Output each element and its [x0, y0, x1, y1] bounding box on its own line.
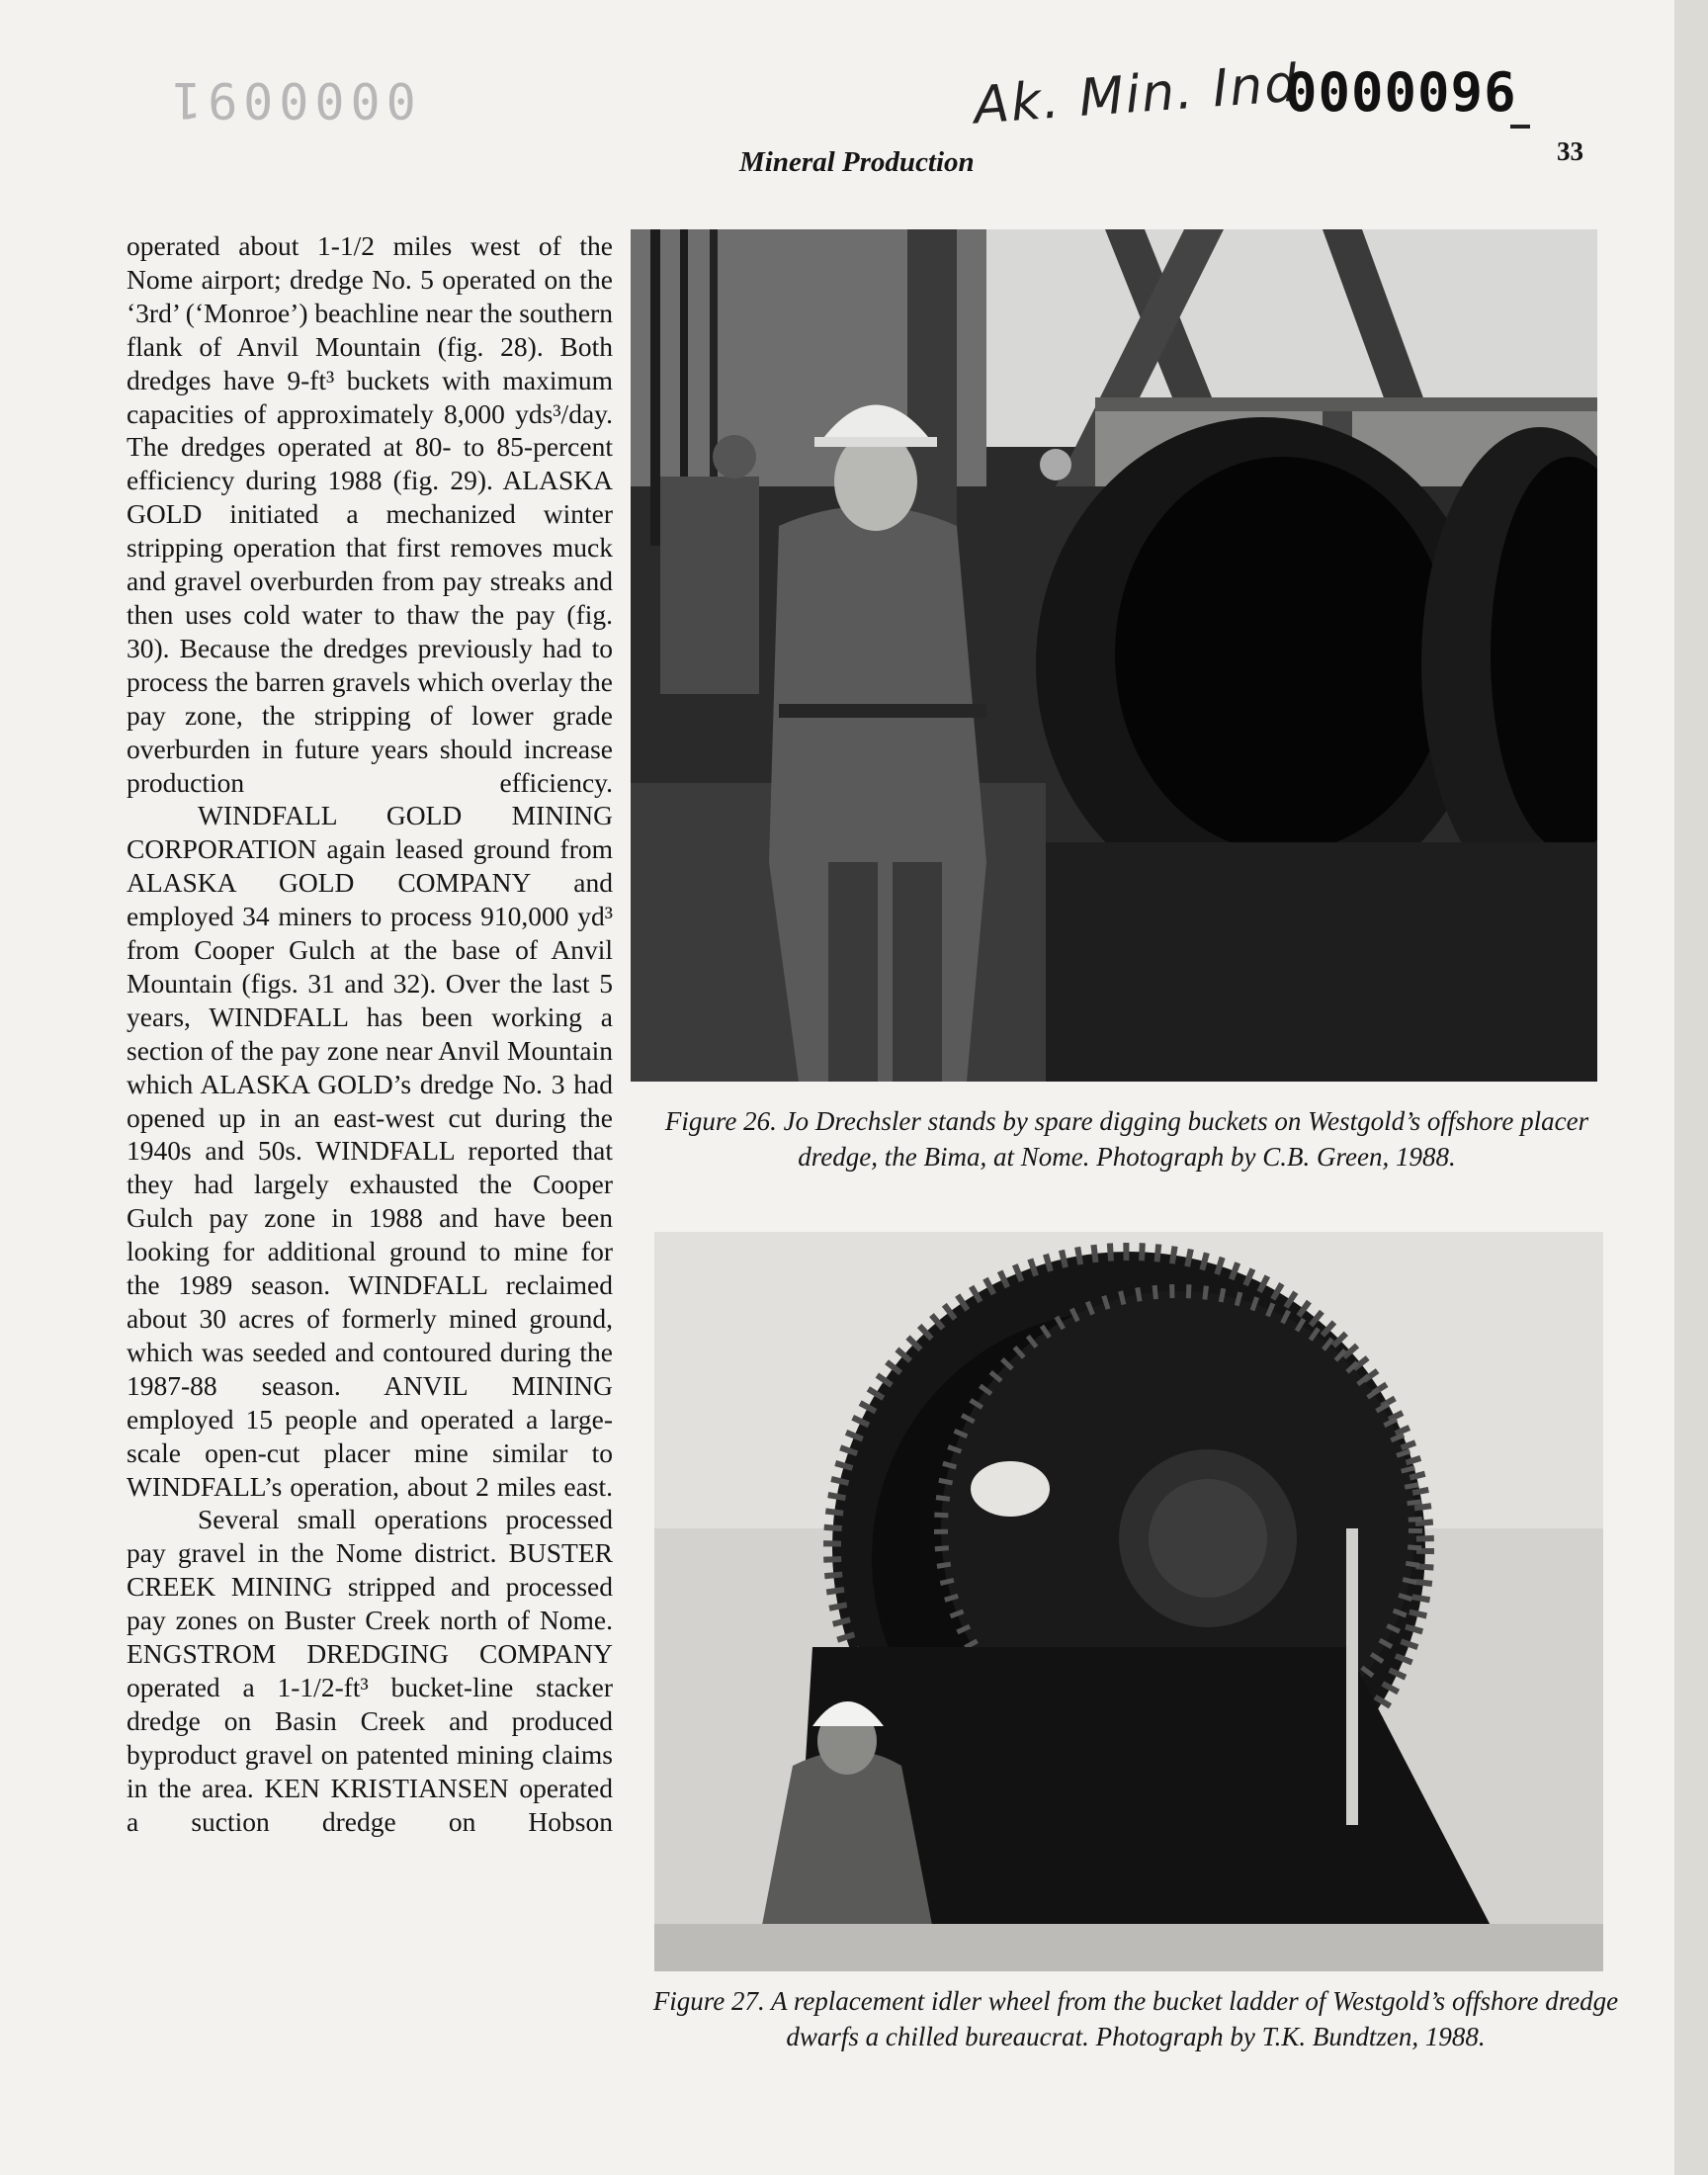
- archive-stamp-right: 0000096: [1285, 61, 1517, 124]
- dash-mark: [1510, 125, 1530, 129]
- figure-26-caption: Figure 26. Jo Drechsler stands by spare digging buckets on Westgold’s offshore placer dredge, the Bima, at Nome. Photograph by C.B. Green, 1988.: [664, 1106, 1589, 1172]
- body-text-column: [127, 229, 613, 1839]
- figure-26-photo: [631, 229, 1597, 1082]
- body-paragraph-1: operated about 1-1/2 miles west of the Nome airport; dredge No. 5 operated on the ‘3rd’ (‘Monroe’) beachline near the southern flank of Anvil Mountain (fig. 28). Both dredges have 9-ft³ buckets with maximum capacities of approximately 8,000 yds³/day. The dredges operated at 80- to 85-percent efficiency during 1988 (fig. 29). ALASKA GOLD initiated a mechanized winter stripping operation that first removes muck and gravel overburden from pay streaks and then uses cold water to thaw the pay (fig. 30). Because the dredges previously had to process the barren gravels which overlay the pay zone, the stripping of lower grade overburden in future years should increase production efficiency.: [127, 230, 613, 798]
- body-paragraph-2: WINDFALL GOLD MINING CORPORATION again leased ground from ALASKA GOLD COMPANY and employed 34 miners to process 910,000 yd³ from Cooper Gulch at the base of Anvil Mountain (figs. 31 and 32). Over the last 5 years, WINDFALL has been working a section of the pay zone near Anvil Mountain which ALASKA GOLD’s dredge No. 3 had opened up in an east-west cut during the 1940s and 50s. WINDFALL reported that they had largely exhausted the Cooper Gulch pay zone in 1988 and have been looking for additional ground to mine for the 1989 season. WINDFALL reclaimed about 30 acres of formerly mined ground, which was seeded and contoured during the 1987-88 season. ANVIL MINING employed 15 people and operated a large-scale open-cut placer mine similar to WINDFALL’s operation, about 2 miles east.: [127, 800, 613, 1502]
- figure-27-photo: [654, 1232, 1603, 1971]
- body-paragraph-3: Several small operations processed pay gravel in the Nome district. BUSTER CREEK MINING stripped and processed pay zones on Buster Creek north of Nome. ENGSTROM DREDGING COMPANY operated a 1-1/2-ft³ bucket-line stacker dredge on Basin Creek and produced byproduct gravel on patented mining claims in the area. KEN KRISTIANSEN operated a suction dredge on Hobson: [127, 1504, 613, 1837]
- handwritten-note: Ak. Min. Ind: [972, 53, 1302, 136]
- archive-stamp-left: 0000091: [166, 71, 416, 129]
- figure-27-caption: Figure 27. A replacement idler wheel from the bucket ladder of Westgold’s offshore dredge dwarfs a chilled bureaucrat. Photograph by T.K. Bundtzen, 1988.: [652, 1986, 1619, 2051]
- page-number: 33: [1557, 136, 1583, 166]
- running-head: Mineral Production: [739, 146, 975, 178]
- figure-27-illustration: [654, 1232, 1603, 1971]
- figure-26-illustration: [631, 229, 1597, 1082]
- page-edge: [1674, 0, 1708, 2175]
